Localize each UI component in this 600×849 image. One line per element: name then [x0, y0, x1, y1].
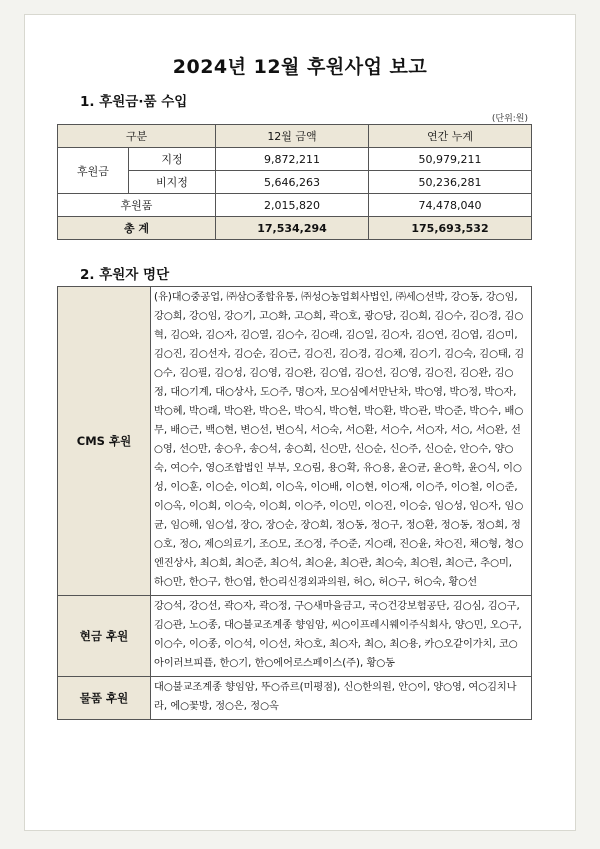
- header-monthly: 12월 금액: [216, 125, 369, 148]
- donor-list: 강○석, 강○선, 곽○자, 곽○정, 구○새마을금고, 국○건강보험공단, 김○심, 김○구, 김○관, 노○종, 대○불교조계종 향임암, 씨○이프레시웨이주식회사, 양○민, 오○구, 이○수, 이○종, 이○석, 이○선, 차○호, 최○자, 최○, 최○용, 카○오같이가치, 코○아이러브피플, 한○기, 한○에어로스페이스(주), 황○동: [151, 596, 532, 677]
- donor-category-label: 물품 후원: [58, 677, 151, 720]
- table-row: [58, 171, 532, 194]
- annual-value: 50,979,211: [369, 148, 532, 171]
- table-row: [58, 148, 532, 171]
- annual-value: 50,236,281: [369, 171, 532, 194]
- row-label: 비지정: [129, 171, 216, 194]
- total-annual: 175,693,532: [369, 217, 532, 240]
- donor-row-cms: [58, 287, 532, 596]
- income-table: [57, 124, 532, 240]
- annual-value: 74,478,040: [369, 194, 532, 217]
- total-row: [58, 217, 532, 240]
- group-label: 후원금: [58, 148, 129, 194]
- monthly-value: 9,872,211: [216, 148, 369, 171]
- donor-table: [57, 286, 532, 720]
- monthly-value: 2,015,820: [216, 194, 369, 217]
- total-label: 총 계: [58, 217, 216, 240]
- donor-category-label: 현금 후원: [58, 596, 151, 677]
- monthly-value: 5,646,263: [216, 171, 369, 194]
- donor-row-goods: [58, 677, 532, 720]
- section-income-heading: 1. 후원금·품 수입: [80, 94, 188, 110]
- donor-list: (유)대○중공업, ㈜삼○종합유통, ㈜성○농업회사법인, ㈜세○선박, 강○동, 강○임, 강○희, 강○임, 강○기, 고○화, 고○희, 곽○호, 광○당, 김○희, 김○수, 김○경, 김○혁, 김○와, 김○자, 김○열, 김○수, 김○래, 김○일, 김○자, 김○연, 김○엽, 김○미, 김○진, 김○선자, 김○순, 김○근, 김○진, 김○경, 김○채, 김○기, 김○숙, 김○태, 김○수, 김○필, 김○성, 김○영, 김○완, 김○엽, 김○선, 김○영, 김○진, 김○완, 김○정, 대○기계, 대○상사, 도○주, 명○자, 모○심에서만난차, 박○영, 박○정, 박○자, 박○혜, 박○래, 박○완, 박○은, 박○식, 박○현, 박○환, 박○관, 박○준, 박○수, 배○무, 배○근, 백○현, 변○선, 변○식, 서○숙, 서○환, 서○수, 서○자, 서○, 서○완, 선○영, 선○만, 송○우, 송○석, 송○희, 신○만, 신○순, 신○주, 신○순, 안○수, 양○숙, 여○수, 영○조합법인 부부, 오○림, 용○확, 유○용, 윤○균, 윤○학, 윤○식, 이○성, 이○훈, 이○순, 이○희, 이○옥, 이○배, 이○현, 이○재, 이○주, 이○철, 이○준, 이○옥, 이○희, 이○숙, 이○희, 이○주, 이○민, 이○진, 이○승, 임○성, 임○자, 임○균, 임○해, 임○섭, 장○, 장○순, 장○희, 정○동, 정○구, 정○환, 정○동, 정○희, 정○호, 정○, 제○의료기, 조○모, 조○정, 주○준, 지○래, 진○윤, 차○진, 채○형, 청○엔진상사, 최○희, 최○준, 최○석, 최○윤, 최○관, 최○숙, 최○원, 최○근, 추○미, 하○만, 한○구, 한○엽, 한○리신경외과의원, 허○, 허○구, 허○숙, 황○선: [151, 287, 532, 596]
- header-annual: 연간 누계: [369, 125, 532, 148]
- table-header-row: [58, 125, 532, 148]
- row-label: 후원품: [58, 194, 216, 217]
- unit-note: (단위:원): [491, 114, 528, 124]
- total-monthly: 17,534,294: [216, 217, 369, 240]
- donor-list: 대○불교조계종 향임암, 뚜○쥬르(미평점), 신○한의원, 안○이, 양○영, 여○김치나라, 에○꽃방, 정○은, 정○옥: [151, 677, 532, 720]
- donor-row-cash: [58, 596, 532, 677]
- row-label: 지정: [129, 148, 216, 171]
- header-category: 구분: [58, 125, 216, 148]
- donor-category-label: CMS 후원: [58, 287, 151, 596]
- report-title: 2024년 12월 후원사업 보고: [172, 56, 428, 78]
- section-donors-heading: 2. 후원자 명단: [80, 267, 170, 283]
- table-row: [58, 194, 532, 217]
